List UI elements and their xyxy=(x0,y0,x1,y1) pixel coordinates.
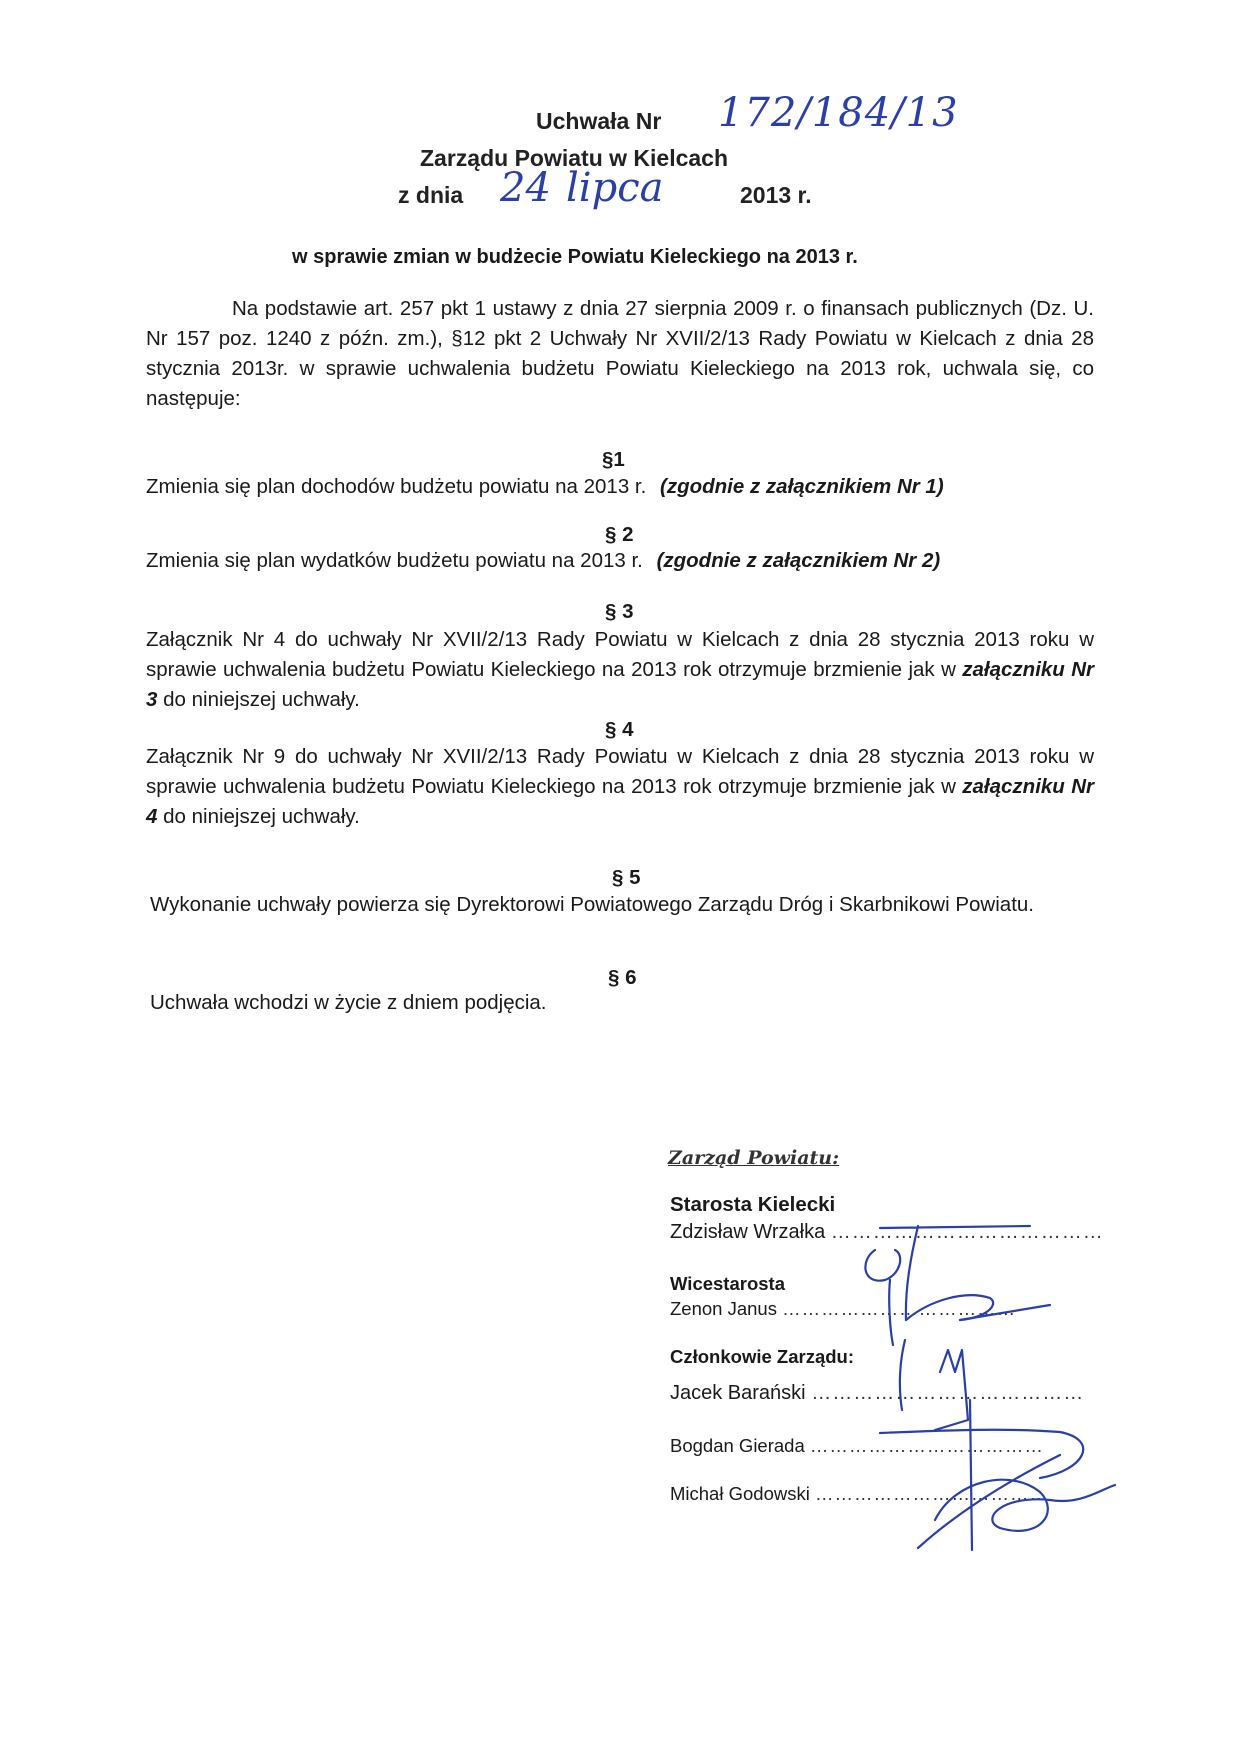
signature-dots: ………………………………… xyxy=(811,1382,1085,1404)
section-1-body: Zmienia się plan dochodów budżetu powiatu na 2013 r. xyxy=(146,475,647,498)
member-1-signature-line xyxy=(670,1382,1084,1405)
preamble: Na podstawie art. 257 pkt 1 ustawy z dnia 27 sierpnia 2009 r. o finansach publicznych (Dz. U. Nr 157 poz. 1240 z późn. zm.), §12 pkt 2 Uchwały Nr XVII/2/13 Rady Powiatu w Kielcach z dnia 28 stycznia 2013r. w sprawie uchwalenia budżetu Powiatu Kieleckiego na 2013 rok, uchwala się, co następuje: xyxy=(146,297,1094,410)
section-3-label: § 3 xyxy=(605,600,634,623)
section-6-label: § 6 xyxy=(608,966,637,989)
section-1-text xyxy=(146,475,944,499)
starosta-name: Zdzisław Wrzałka xyxy=(670,1221,826,1243)
signature-dots: ………………………………… xyxy=(830,1221,1104,1243)
signature-dots: ……………………………… xyxy=(814,1483,1049,1504)
date-month-handwritten: lipca xyxy=(566,165,664,211)
member-3-name: Michał Godowski xyxy=(670,1483,810,1504)
section-4-tail: do niniejszej uchwały. xyxy=(163,805,360,828)
section-2-attachment-ref: (zgodnie z załącznikiem Nr 2) xyxy=(656,549,941,572)
section-5-text: Wykonanie uchwały powierza się Dyrektorowi Powiatowego Zarządu Dróg i Skarbnikowi Powiatu. xyxy=(150,893,1034,916)
section-6-text: Uchwała wchodzi w życie z dniem podjęcia. xyxy=(150,991,547,1014)
section-1-attachment-ref: (zgodnie z załącznikiem Nr 1) xyxy=(660,475,944,498)
signature-dots: ……………………………… xyxy=(809,1435,1044,1456)
wicestarosta-role: Wicestarosta xyxy=(670,1273,785,1294)
section-2-body: Zmienia się plan wydatków budżetu powiatu na 2013 r. xyxy=(146,549,643,572)
starosta-role: Starosta Kielecki xyxy=(670,1193,836,1216)
section-3-text xyxy=(146,625,1094,715)
signature-member1-mark xyxy=(900,1305,1050,1430)
section-3-tail: do niniejszej uchwały. xyxy=(163,688,360,711)
resolution-number-handwritten: 172/184/13 xyxy=(718,90,959,136)
section-3-body: Załącznik Nr 4 do uchwały Nr XVII/2/13 Rady Powiatu w Kielcach z dnia 28 stycznia 2013 roku w sprawie uchwalenia budżetu Powiatu Kieleckiego na 2013 rok otrzymuje brzmienie jak w xyxy=(146,628,1094,681)
resolution-subject: w sprawie zmian w budżecie Powiatu Kieleckiego na 2013 r. xyxy=(292,246,858,268)
issuing-board: Zarządu Powiatu w Kielcach xyxy=(420,145,729,171)
date-day-handwritten: 24 xyxy=(500,165,551,211)
section-1-label: §1 xyxy=(602,448,625,471)
member-2-name: Bogdan Gierada xyxy=(670,1435,805,1456)
signature-dots: ……………………………… xyxy=(782,1298,1017,1319)
section-4-attachment-ref: załączniku Nr 4 xyxy=(146,775,1094,828)
section-2-text xyxy=(146,549,940,573)
starosta-signature-line xyxy=(670,1221,1104,1244)
date-year: 2013 r. xyxy=(740,182,812,208)
member-1-name: Jacek Barański xyxy=(670,1382,806,1404)
section-2-label: § 2 xyxy=(605,523,634,546)
section-4-text xyxy=(146,742,1094,832)
board-members-role: Członkowie Zarządu: xyxy=(670,1346,854,1367)
wicestarosta-name: Zenon Janus xyxy=(670,1298,777,1319)
section-4-body: Załącznik Nr 9 do uchwały Nr XVII/2/13 Rady Powiatu w Kielcach z dnia 28 stycznia 2013 roku w sprawie uchwalenia budżetu Powiatu Kieleckiego na 2013 rok otrzymuje brzmienie jak w xyxy=(146,745,1094,798)
section-5-label: § 5 xyxy=(612,866,641,889)
board-signature-heading: Zarząd Powiatu: xyxy=(668,1147,840,1169)
date-label: z dnia xyxy=(398,182,464,208)
member-3-signature-line xyxy=(670,1483,1049,1505)
resolution-title: Uchwała Nr xyxy=(536,108,662,134)
member-2-signature-line xyxy=(670,1435,1044,1457)
section-3-attachment-ref: załączniku Nr 3 xyxy=(146,658,1094,711)
signature-member3-mark xyxy=(918,1400,1115,1550)
section-4-label: § 4 xyxy=(605,718,634,741)
wicestarosta-signature-line xyxy=(670,1298,1016,1320)
